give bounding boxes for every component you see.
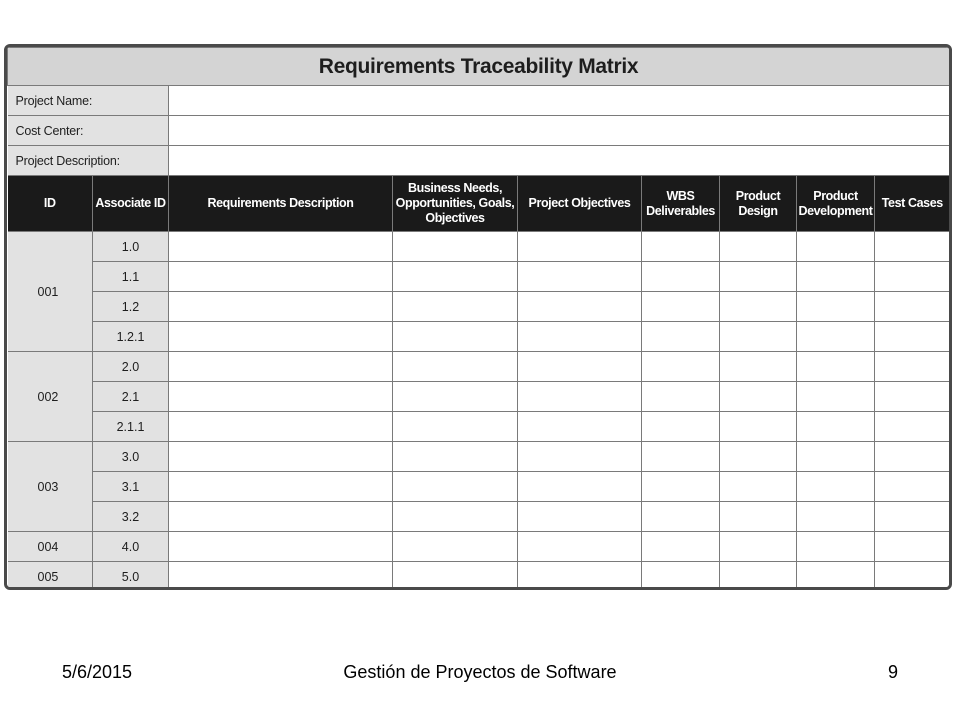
footer-title: Gestión de Proyectos de Software xyxy=(343,662,617,682)
col-header-business-needs: Business Needs, Opportunities, Goals, Objectives xyxy=(393,176,518,232)
matrix-cell[interactable] xyxy=(875,442,950,472)
matrix-cell[interactable] xyxy=(518,292,642,322)
project-name-label: Project Name: xyxy=(8,86,169,116)
table-row xyxy=(8,232,950,262)
associate-id-cell: 1.0 xyxy=(93,232,169,262)
col-header-product-development: Product Development xyxy=(797,176,875,232)
matrix-cell[interactable] xyxy=(642,232,720,262)
matrix-cell[interactable] xyxy=(797,262,875,292)
matrix-cell[interactable] xyxy=(875,562,950,591)
matrix-cell[interactable] xyxy=(169,562,393,591)
matrix-cell[interactable] xyxy=(393,412,518,442)
matrix-cell[interactable] xyxy=(169,322,393,352)
col-header-test-cases: Test Cases xyxy=(875,176,950,232)
table-row xyxy=(8,352,950,382)
col-header-associate-id: Associate ID xyxy=(93,176,169,232)
matrix-cell[interactable] xyxy=(169,532,393,562)
matrix-cell[interactable] xyxy=(720,262,797,292)
matrix-cell[interactable] xyxy=(642,442,720,472)
matrix-body xyxy=(8,48,950,591)
table-row xyxy=(8,382,950,412)
matrix-cell[interactable] xyxy=(875,532,950,562)
matrix-cell[interactable] xyxy=(169,502,393,532)
matrix-cell[interactable] xyxy=(169,382,393,412)
matrix-cell[interactable] xyxy=(875,292,950,322)
matrix-cell[interactable] xyxy=(393,322,518,352)
matrix-cell[interactable] xyxy=(875,262,950,292)
matrix-cell[interactable] xyxy=(642,532,720,562)
table-row xyxy=(8,472,950,502)
cost-center-field[interactable] xyxy=(169,116,950,146)
requirement-id-cell: 004 xyxy=(8,532,93,562)
project-name-field[interactable] xyxy=(169,86,950,116)
table-row xyxy=(8,412,950,442)
matrix-cell[interactable] xyxy=(518,562,642,591)
traceability-matrix xyxy=(4,44,952,590)
matrix-cell[interactable] xyxy=(720,472,797,502)
matrix-cell[interactable] xyxy=(642,382,720,412)
matrix-cell[interactable] xyxy=(169,232,393,262)
requirement-id-cell: 005 xyxy=(8,562,93,591)
table-row xyxy=(8,502,950,532)
matrix-cell[interactable] xyxy=(797,352,875,382)
associate-id-cell: 4.0 xyxy=(93,532,169,562)
requirement-id-cell: 003 xyxy=(8,442,93,532)
matrix-cell[interactable] xyxy=(797,232,875,262)
matrix-cell[interactable] xyxy=(642,262,720,292)
matrix-cell[interactable] xyxy=(518,532,642,562)
associate-id-cell: 3.0 xyxy=(93,442,169,472)
matrix-cell[interactable] xyxy=(720,382,797,412)
table-row xyxy=(8,292,950,322)
info-row-project-name xyxy=(8,86,950,116)
matrix-cell[interactable] xyxy=(393,532,518,562)
matrix-title: Requirements Traceability Matrix xyxy=(8,48,950,86)
associate-id-cell: 1.2.1 xyxy=(93,322,169,352)
requirement-id-cell: 002 xyxy=(8,352,93,442)
matrix-cell[interactable] xyxy=(518,442,642,472)
matrix-cell[interactable] xyxy=(518,472,642,502)
matrix-cell[interactable] xyxy=(642,412,720,442)
table-row xyxy=(8,532,950,562)
matrix-cell[interactable] xyxy=(797,502,875,532)
matrix-cell[interactable] xyxy=(875,232,950,262)
associate-id-cell: 1.2 xyxy=(93,292,169,322)
matrix-cell[interactable] xyxy=(875,502,950,532)
matrix-cell[interactable] xyxy=(393,442,518,472)
matrix-cell[interactable] xyxy=(518,262,642,292)
matrix-cell[interactable] xyxy=(642,352,720,382)
matrix-cell[interactable] xyxy=(393,562,518,591)
matrix-cell[interactable] xyxy=(393,292,518,322)
matrix-cell[interactable] xyxy=(797,382,875,412)
col-header-id: ID xyxy=(8,176,93,232)
matrix-cell[interactable] xyxy=(797,322,875,352)
matrix-cell[interactable] xyxy=(393,262,518,292)
matrix-cell[interactable] xyxy=(797,412,875,442)
matrix-cell[interactable] xyxy=(720,322,797,352)
table-row xyxy=(8,322,950,352)
project-description-field[interactable] xyxy=(169,146,950,176)
col-header-project-objectives: Project Objectives xyxy=(518,176,642,232)
matrix-cell[interactable] xyxy=(720,352,797,382)
matrix-table xyxy=(7,47,950,590)
matrix-cell[interactable] xyxy=(393,232,518,262)
matrix-cell[interactable] xyxy=(875,382,950,412)
matrix-cell[interactable] xyxy=(393,472,518,502)
matrix-cell[interactable] xyxy=(518,352,642,382)
matrix-cell[interactable] xyxy=(393,352,518,382)
matrix-cell[interactable] xyxy=(169,472,393,502)
project-description-label: Project Description: xyxy=(8,146,169,176)
col-header-requirements-description: Requirements Description xyxy=(169,176,393,232)
table-row xyxy=(8,262,950,292)
cost-center-label: Cost Center: xyxy=(8,116,169,146)
associate-id-cell: 2.0 xyxy=(93,352,169,382)
matrix-cell[interactable] xyxy=(875,322,950,352)
matrix-cell[interactable] xyxy=(642,562,720,591)
matrix-cell[interactable] xyxy=(518,502,642,532)
table-row xyxy=(8,442,950,472)
matrix-cell[interactable] xyxy=(797,292,875,322)
matrix-cell[interactable] xyxy=(518,322,642,352)
footer-date: 5/6/2015 xyxy=(62,662,133,682)
matrix-cell[interactable] xyxy=(797,472,875,502)
matrix-cell[interactable] xyxy=(720,502,797,532)
matrix-cell[interactable] xyxy=(720,532,797,562)
matrix-cell[interactable] xyxy=(393,502,518,532)
info-row-cost-center xyxy=(8,116,950,146)
requirement-id-cell: 001 xyxy=(8,232,93,352)
matrix-cell[interactable] xyxy=(393,382,518,412)
matrix-cell[interactable] xyxy=(518,232,642,262)
matrix-cell[interactable] xyxy=(642,472,720,502)
associate-id-cell: 3.2 xyxy=(93,502,169,532)
associate-id-cell: 3.1 xyxy=(93,472,169,502)
matrix-cell[interactable] xyxy=(720,412,797,442)
matrix-cell[interactable] xyxy=(642,292,720,322)
matrix-cell[interactable] xyxy=(169,442,393,472)
associate-id-cell: 1.1 xyxy=(93,262,169,292)
column-header-row xyxy=(8,176,950,232)
matrix-cell[interactable] xyxy=(518,412,642,442)
matrix-cell[interactable] xyxy=(797,442,875,472)
info-row-project-description xyxy=(8,146,950,176)
matrix-cell[interactable] xyxy=(169,292,393,322)
footer-page-number: 9 xyxy=(888,662,899,682)
matrix-cell[interactable] xyxy=(720,442,797,472)
matrix-cell[interactable] xyxy=(720,562,797,591)
col-header-wbs-deliverables: WBS Deliverables xyxy=(642,176,720,232)
associate-id-cell: 5.0 xyxy=(93,562,169,591)
matrix-cell[interactable] xyxy=(169,262,393,292)
matrix-cell[interactable] xyxy=(518,382,642,412)
associate-id-cell: 2.1.1 xyxy=(93,412,169,442)
matrix-cell[interactable] xyxy=(875,472,950,502)
title-row xyxy=(8,48,950,86)
matrix-cell[interactable] xyxy=(642,322,720,352)
table-row xyxy=(8,562,950,591)
matrix-cell[interactable] xyxy=(720,292,797,322)
matrix-cell[interactable] xyxy=(797,532,875,562)
associate-id-cell: 2.1 xyxy=(93,382,169,412)
matrix-cell[interactable] xyxy=(797,562,875,591)
matrix-cell[interactable] xyxy=(720,232,797,262)
matrix-cell[interactable] xyxy=(875,352,950,382)
matrix-cell[interactable] xyxy=(642,502,720,532)
col-header-product-design: Product Design xyxy=(720,176,797,232)
matrix-cell[interactable] xyxy=(875,412,950,442)
matrix-cell[interactable] xyxy=(169,352,393,382)
matrix-cell[interactable] xyxy=(169,412,393,442)
